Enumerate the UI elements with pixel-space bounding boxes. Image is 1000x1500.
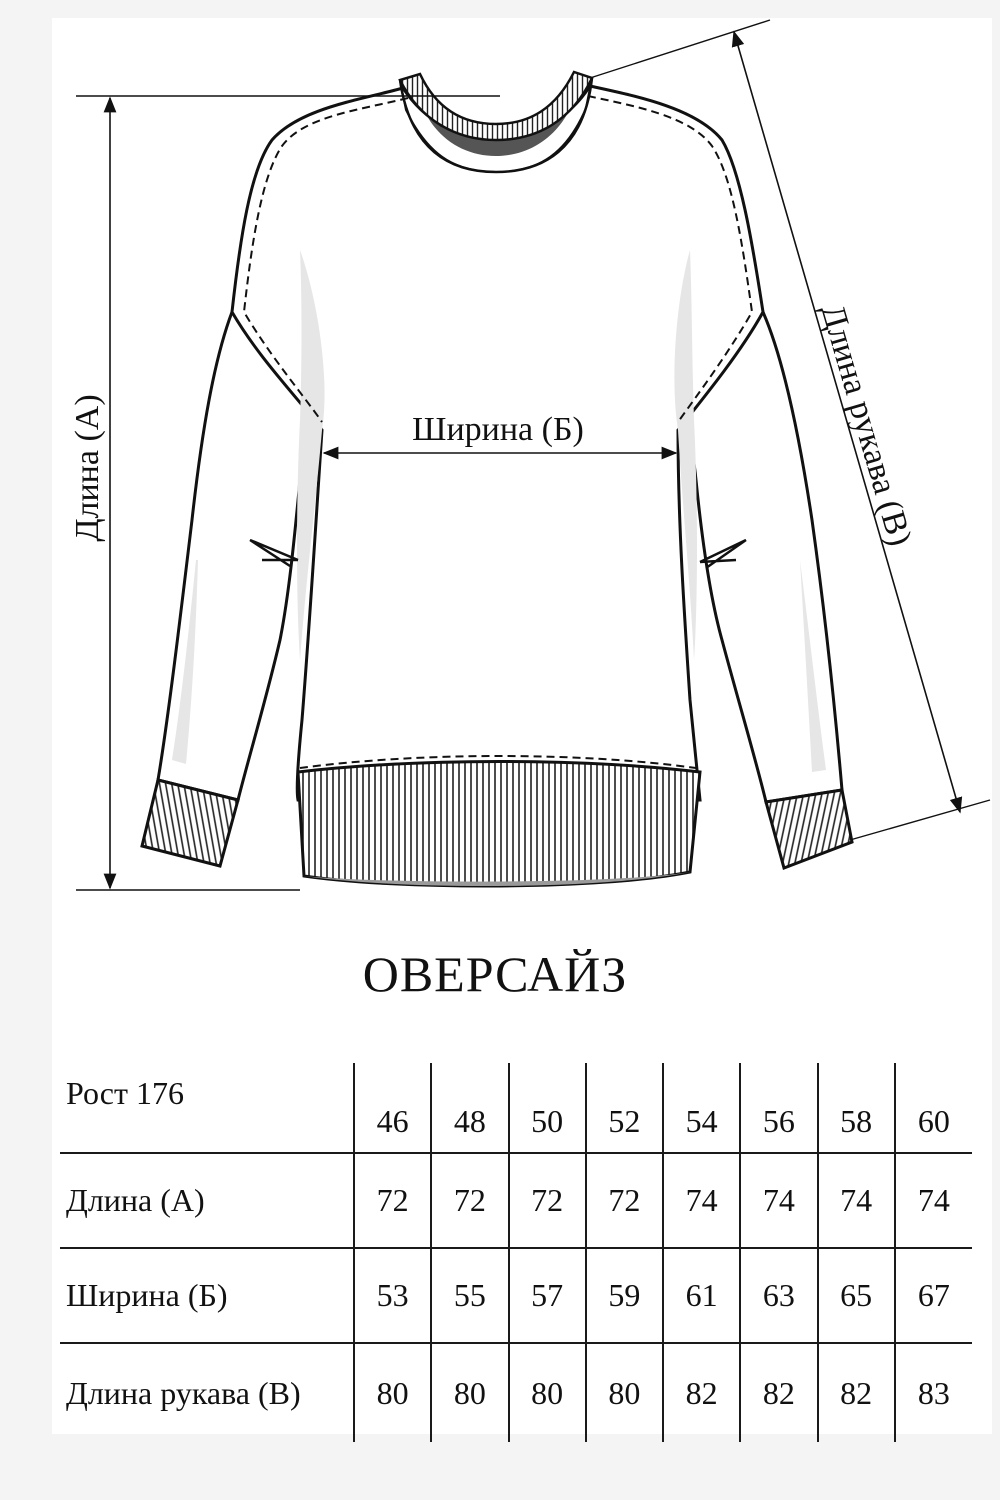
width-label: Ширина (Б) [412, 411, 584, 448]
sleeve-ext-bottom [850, 800, 990, 840]
value-cell: 82 [740, 1343, 817, 1442]
value-cell: 67 [895, 1248, 972, 1343]
value-cell: 57 [509, 1248, 586, 1343]
size-cell: 52 [586, 1063, 663, 1153]
right-cuff [766, 790, 852, 868]
size-cell: 58 [818, 1063, 895, 1153]
table-row [60, 1343, 972, 1442]
value-cell: 74 [663, 1153, 740, 1248]
value-cell: 74 [740, 1153, 817, 1248]
value-cell: 53 [354, 1248, 431, 1343]
value-cell: 82 [818, 1343, 895, 1442]
length-label: Длина (А) [69, 394, 106, 542]
value-cell: 72 [354, 1153, 431, 1248]
value-cell: 59 [586, 1248, 663, 1343]
value-cell: 72 [586, 1153, 663, 1248]
sleeve-label: Длина рукава (В) [813, 300, 919, 550]
value-cell: 55 [431, 1248, 508, 1343]
size-cell: 46 [354, 1063, 431, 1153]
value-cell: 82 [663, 1343, 740, 1442]
table-row [60, 1153, 972, 1248]
fit-title: ОВЕРСАЙЗ [362, 946, 628, 1002]
value-cell: 80 [354, 1343, 431, 1442]
value-cell: 83 [895, 1343, 972, 1442]
value-cell: 74 [818, 1153, 895, 1248]
hem-ribbing [298, 762, 700, 887]
value-cell: 65 [818, 1248, 895, 1343]
value-cell: 80 [431, 1343, 508, 1442]
row-label: Длина рукава (В) [66, 1374, 301, 1411]
size-cell: 48 [431, 1063, 508, 1153]
size-cell: 60 [895, 1063, 972, 1153]
table-header-row [60, 1063, 972, 1153]
value-cell: 80 [509, 1343, 586, 1442]
size-cell: 50 [509, 1063, 586, 1153]
height-label: Рост 176 [60, 1063, 354, 1153]
sleeve-ext-top [590, 20, 770, 78]
size-cell: 56 [740, 1063, 817, 1153]
size-table [60, 1063, 972, 1442]
value-cell: 72 [431, 1153, 508, 1248]
value-cell: 61 [663, 1248, 740, 1343]
value-cell: 72 [509, 1153, 586, 1248]
value-cell: 74 [895, 1153, 972, 1248]
value-cell: 80 [586, 1343, 663, 1442]
row-label: Ширина (Б) [60, 1248, 354, 1343]
table-row [60, 1248, 972, 1343]
size-cell: 54 [663, 1063, 740, 1153]
row-label: Длина (А) [60, 1153, 354, 1248]
value-cell: 63 [740, 1248, 817, 1343]
